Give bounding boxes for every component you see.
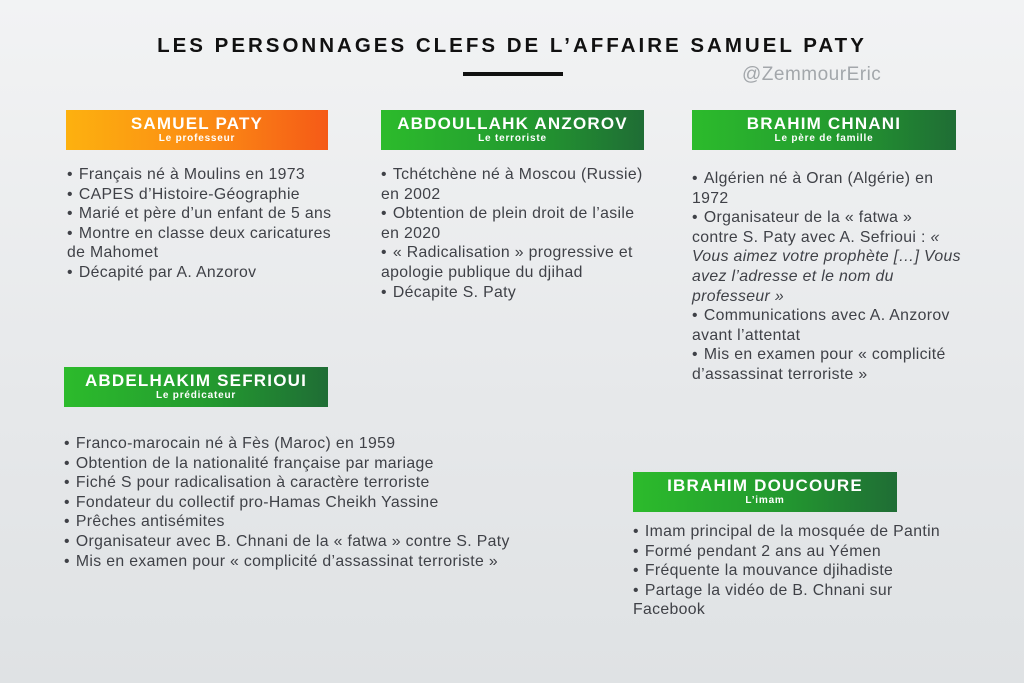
- page-title: LES PERSONNAGES CLEFS DE L’AFFAIRE SAMUEL PATY: [157, 34, 867, 57]
- author-handle: @ZemmourEric: [742, 64, 882, 85]
- sefrioui-role: Le prédicateur: [155, 390, 237, 401]
- anzorov-facts: [381, 165, 643, 302]
- list-item: • Décapite S. Paty: [381, 283, 517, 301]
- list-item: • Partage la vidéo de B. Chnani sur Facebook: [633, 581, 893, 619]
- chnani-facts: [692, 169, 962, 385]
- list-item: • Organisateur de la « fatwa » contre S. Paty avec A. Sefrioui : « Vous aimez votre prophète […] Vous avez l’adresse et le nom du professeur »: [692, 209, 961, 305]
- list-item: • Français né à Moulins en 1973: [67, 166, 306, 183]
- doucoure-name: IBRAHIM DOUCOURE: [667, 476, 863, 495]
- list-item: • « Radicalisation » progressive et apologie publique du djihad: [381, 244, 633, 281]
- list-item: • Obtention de la nationalité française par mariage: [64, 454, 434, 472]
- sefrioui-facts: [64, 434, 512, 571]
- list-item: • Fiché S pour radicalisation à caractère terroriste: [64, 474, 430, 492]
- chnani-name: BRAHIM CHNANI: [746, 114, 902, 133]
- paty-badge: [66, 110, 328, 150]
- title-underline: [463, 72, 563, 76]
- list-item: • Fréquente la mouvance djihadiste: [633, 562, 894, 580]
- list-item: • Décapité par A. Anzorov: [67, 263, 257, 281]
- chnani-role: Le père de famille: [774, 133, 874, 144]
- list-item: • Marié et père d’un enfant de 5 ans: [67, 205, 332, 223]
- chnani-badge: [692, 110, 956, 150]
- list-item: • Franco-marocain né à Fès (Maroc) en 1959: [64, 435, 396, 452]
- anzorov-name: ABDOULLAHK ANZOROV: [397, 114, 628, 133]
- sefrioui-badge: [64, 367, 328, 407]
- list-item: • Imam principal de la mosquée de Pantin: [633, 523, 941, 540]
- list-item: • Mis en examen pour « complicité d’assassinat terroriste »: [692, 346, 946, 383]
- anzorov-role: Le terroriste: [478, 133, 547, 144]
- list-item: • Fondateur du collectif pro-Hamas Cheikh Yassine: [64, 493, 439, 511]
- doucoure-facts: [633, 522, 963, 620]
- list-item: • Prêches antisémites: [64, 513, 225, 531]
- list-item: • Montre en classe deux caricatures de Mahomet: [67, 224, 332, 262]
- list-item: • Tchétchène né à Moscou (Russie) en 2002: [381, 166, 643, 203]
- anzorov-badge: [381, 110, 644, 150]
- sefrioui-name: ABDELHAKIM SEFRIOUI: [84, 371, 308, 390]
- list-item: • Communications avec A. Anzorov avant l’attentat: [692, 307, 950, 344]
- list-item: • CAPES d’Histoire-Géographie: [67, 185, 300, 203]
- list-item: • Mis en examen pour « complicité d’assassinat terroriste »: [64, 552, 498, 570]
- doucoure-role: L’imam: [745, 495, 785, 506]
- list-item: • Obtention de plein droit de l’asile en 2020: [381, 205, 635, 242]
- doucoure-badge: [633, 472, 897, 512]
- paty-role: Le professeur: [158, 133, 236, 144]
- paty-facts: [67, 165, 337, 283]
- list-item: • Formé pendant 2 ans au Yémen: [633, 542, 881, 560]
- paty-name: SAMUEL PATY: [130, 114, 264, 133]
- list-item: • Organisateur avec B. Chnani de la « fatwa » contre S. Paty: [64, 532, 510, 550]
- list-item: • Algérien né à Oran (Algérie) en 1972: [692, 170, 934, 207]
